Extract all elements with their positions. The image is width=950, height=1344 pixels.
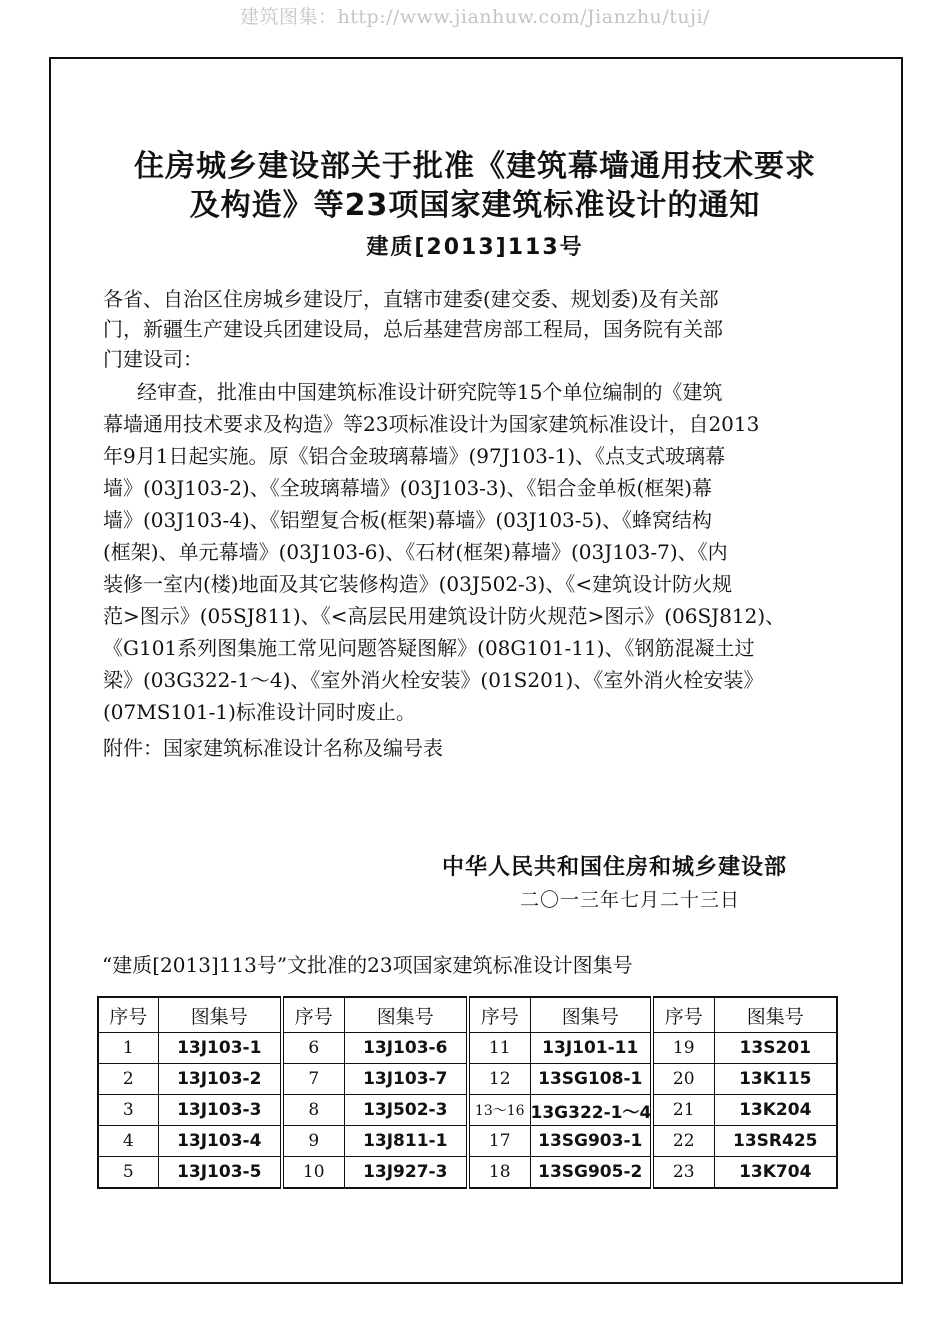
- cell-serial-no: 17: [468, 1126, 530, 1157]
- body-line: 墙》(03J103-4)、《铝塑复合板(框架)幕墙》(03J103-5)、《蜂窝结构: [103, 508, 713, 532]
- cell-serial-no: 10: [282, 1157, 344, 1189]
- table-row: [98, 1126, 837, 1157]
- body-line: 门建设司：: [103, 347, 203, 371]
- cell-atlas-code: 13SR425: [714, 1126, 837, 1157]
- table-row: [98, 1095, 837, 1126]
- cell-serial-no: 21: [652, 1095, 714, 1126]
- cell-atlas-code: 13J103-2: [158, 1064, 282, 1095]
- atlas-number-table: [97, 996, 838, 1189]
- cell-serial-no: 1: [98, 1033, 158, 1064]
- document-number: 建质[2013]113号: [366, 235, 584, 260]
- cell-serial-no: 18: [468, 1157, 530, 1189]
- cell-serial-no: 20: [652, 1064, 714, 1095]
- cell-serial-no: 9: [282, 1126, 344, 1157]
- cell-serial-no: 11: [468, 1033, 530, 1064]
- cell-serial-no: 22: [652, 1126, 714, 1157]
- cell-atlas-code: 13J101-11: [530, 1033, 652, 1064]
- body-line: 经审查，批准由中国建筑标准设计研究院等15个单位编制的《建筑: [137, 380, 723, 404]
- body-line: 装修一室内(楼)地面及其它装修构造》(03J502-3)、《<建筑设计防火规: [103, 572, 733, 596]
- cell-atlas-code: 13J103-1: [158, 1033, 282, 1064]
- cell-atlas-code: 13J103-5: [158, 1157, 282, 1189]
- cell-serial-no: 4: [98, 1126, 158, 1157]
- header-no: 序号: [282, 997, 344, 1033]
- body-line: (框架)、单元幕墙》(03J103-6)、《石材(框架)幕墙》(03J103-7)、《内: [103, 540, 728, 564]
- cell-atlas-code: 13J811-1: [344, 1126, 468, 1157]
- cell-atlas-code: 13SG108-1: [530, 1064, 652, 1095]
- cell-atlas-code: 13J103-3: [158, 1095, 282, 1126]
- cell-serial-no: 3: [98, 1095, 158, 1126]
- header-code: 图集号: [158, 997, 282, 1033]
- cell-serial-no: 13～16: [468, 1095, 530, 1126]
- cell-serial-no: 12: [468, 1064, 530, 1095]
- header-code: 图集号: [530, 997, 652, 1033]
- cell-atlas-code: 13SG903-1: [530, 1126, 652, 1157]
- issue-date: 二〇一三年七月二十三日: [520, 889, 741, 911]
- header-no: 序号: [468, 997, 530, 1033]
- cell-serial-no: 23: [652, 1157, 714, 1189]
- body-line: 梁》(03G322-1～4)、《室外消火栓安装》(01S201)、《室外消火栓安装》: [103, 668, 764, 692]
- body-line: 各省、自治区住房城乡建设厅，直辖市建委(建交委、规划委)及有关部: [103, 287, 719, 311]
- cell-atlas-code: 13J103-7: [344, 1064, 468, 1095]
- body-line: 年9月1日起实施。原《铝合金玻璃幕墙》(97J103-1)、《点支式玻璃幕: [103, 444, 726, 468]
- table-caption: “建质[2013]113号”文批准的23项国家建筑标准设计图集号: [102, 953, 633, 977]
- cell-serial-no: 6: [282, 1033, 344, 1064]
- body-line: 《G101系列图集施工常见问题答疑图解》(08G101-11)、《钢筋混凝土过: [103, 636, 755, 660]
- cell-serial-no: 5: [98, 1157, 158, 1189]
- header-code: 图集号: [344, 997, 468, 1033]
- issuing-authority: 中华人民共和国住房和城乡建设部: [442, 855, 788, 880]
- cell-atlas-code: 13G322-1～4: [530, 1095, 652, 1126]
- notice-title-line-2: 及构造》等23项国家建筑标准设计的通知: [189, 188, 761, 223]
- body-line: 幕墙通用技术要求及构造》等23项标准设计为国家建筑标准设计，自2013: [103, 412, 760, 436]
- cell-serial-no: 8: [282, 1095, 344, 1126]
- table-header-row: [98, 997, 837, 1033]
- cell-atlas-code: 13J103-6: [344, 1033, 468, 1064]
- watermark-text: 建筑图集：http://www.jianhuw.com/Jianzhu/tuji/: [240, 6, 710, 28]
- header-code: 图集号: [714, 997, 837, 1033]
- table-row: [98, 1033, 837, 1064]
- body-line: 范>图示》(05SJ811)、《<高层民用建筑设计防火规范>图示》(06SJ812)、: [103, 604, 786, 628]
- header-no: 序号: [652, 997, 714, 1033]
- body-line: 墙》(03J103-2)、《全玻璃幕墙》(03J103-3)、《铝合金单板(框架)幕: [103, 476, 713, 500]
- cell-atlas-code: 13J103-4: [158, 1126, 282, 1157]
- cell-atlas-code: 13J502-3: [344, 1095, 468, 1126]
- notice-title-line-1: 住房城乡建设部关于批准《建筑幕墙通用技术要求: [134, 149, 816, 184]
- body-line: (07MS101-1)标准设计同时废止。: [103, 700, 416, 724]
- header-no: 序号: [98, 997, 158, 1033]
- cell-atlas-code: 13K115: [714, 1064, 837, 1095]
- cell-serial-no: 7: [282, 1064, 344, 1095]
- cell-atlas-code: 13S201: [714, 1033, 837, 1064]
- body-line: 门，新疆生产建设兵团建设局，总后基建营房部工程局，国务院有关部: [103, 317, 723, 341]
- cell-atlas-code: 13K704: [714, 1157, 837, 1189]
- cell-atlas-code: 13K204: [714, 1095, 837, 1126]
- cell-atlas-code: 13J927-3: [344, 1157, 468, 1189]
- cell-serial-no: 19: [652, 1033, 714, 1064]
- table-row: [98, 1157, 837, 1189]
- table-row: [98, 1064, 837, 1095]
- cell-serial-no: 2: [98, 1064, 158, 1095]
- cell-atlas-code: 13SG905-2: [530, 1157, 652, 1189]
- body-line: 附件：国家建筑标准设计名称及编号表: [103, 736, 443, 760]
